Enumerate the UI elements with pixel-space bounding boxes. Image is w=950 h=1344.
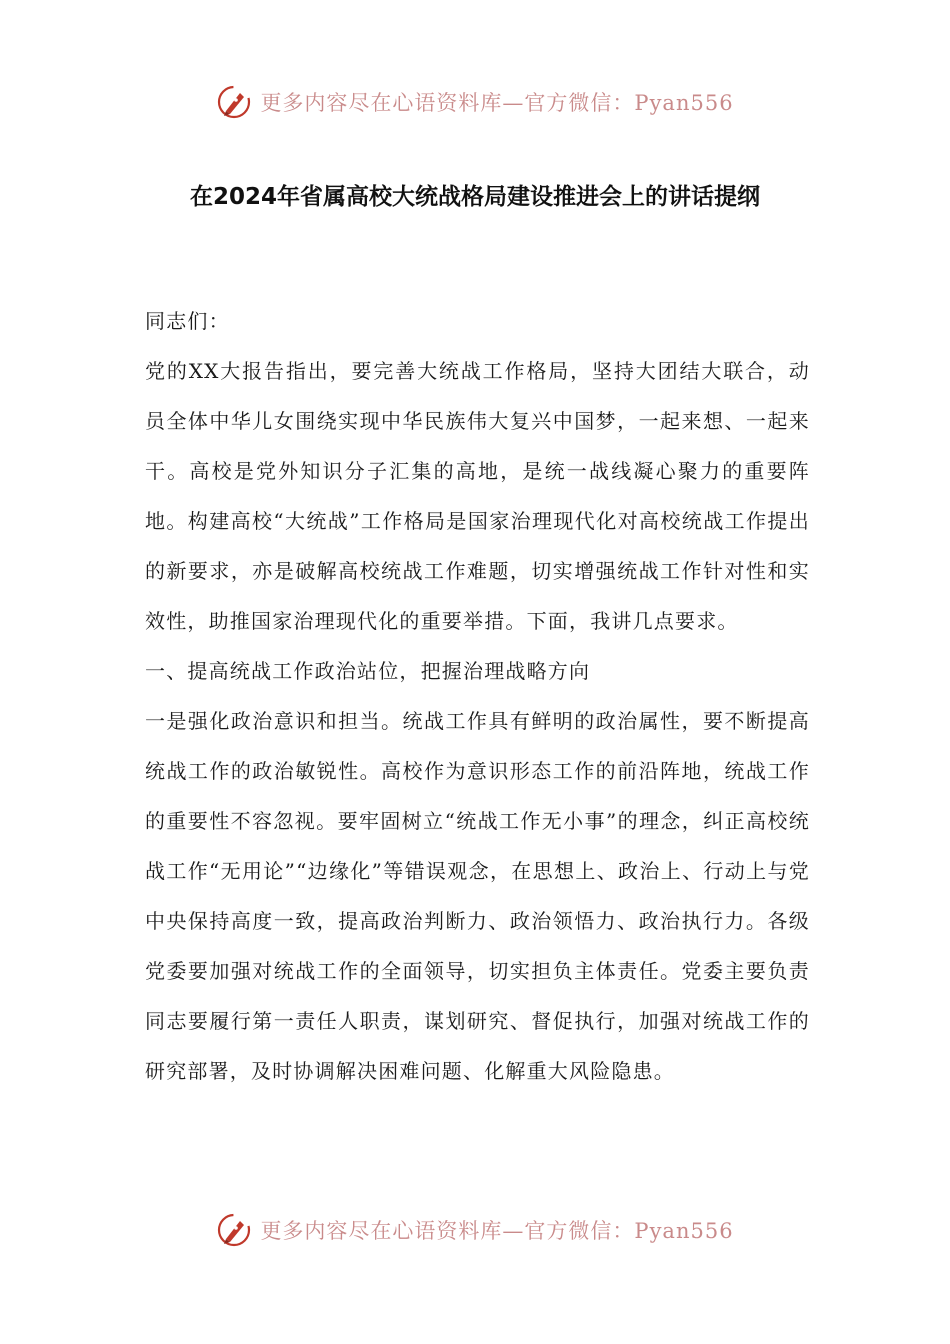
document-body: [145, 296, 810, 1096]
paragraph-political-awareness: 一是强化政治意识和担当。统战工作具有鲜明的政治属性，要不断提高统战工作的政治敏锐性。高校作为意识形态工作的前沿阵地，统战工作的重要性不容忽视。要牢固树立“统战工作无小事”的理念，纠正高校统战工作“无用论”“边缘化”等错误观念，在思想上、政治上、行动上与党中央保持高度一致，提高政治判断力、政治领悟力、政治执行力。各级党委要加强对统战工作的全面领导，切实担负主体责任。党委主要负责同志要履行第一责任人职责，谋划研究、督促执行，加强对统战工作的研究部署，及时协调解决困难问题、化解重大风险隐患。: [145, 709, 810, 1083]
pen-nib-logo-icon: [216, 84, 252, 120]
header-banner-text: 更多内容尽在心语资料库—官方微信：Pyan556: [260, 91, 734, 115]
pen-nib-logo-icon: [216, 1212, 252, 1248]
section-heading: 一、提高统战工作政治站位，把握治理战略方向: [145, 659, 591, 683]
salutation: 同志们：: [145, 309, 230, 333]
paragraph-intro: 党的XX大报告指出，要完善大统战工作格局，坚持大团结大联合，动员全体中华儿女围绕实现中华民族伟大复兴中国梦，一起来想、一起来干。高校是党外知识分子汇集的高地，是统一战线凝心聚力的重要阵地。构建高校“大统战”工作格局是国家治理现代化对高校统战工作提出的新要求，亦是破解高校统战工作难题，切实增强统战工作针对性和实效性，助推国家治理现代化的重要举措。下面，我讲几点要求。: [145, 359, 810, 633]
footer-banner-text: 更多内容尽在心语资料库—官方微信：Pyan556: [260, 1219, 734, 1243]
footer-banner: [0, 1208, 950, 1252]
header-banner: [0, 80, 950, 124]
document-title: 在2024年省属高校大统战格局建设推进会上的讲话提纲: [189, 184, 760, 210]
